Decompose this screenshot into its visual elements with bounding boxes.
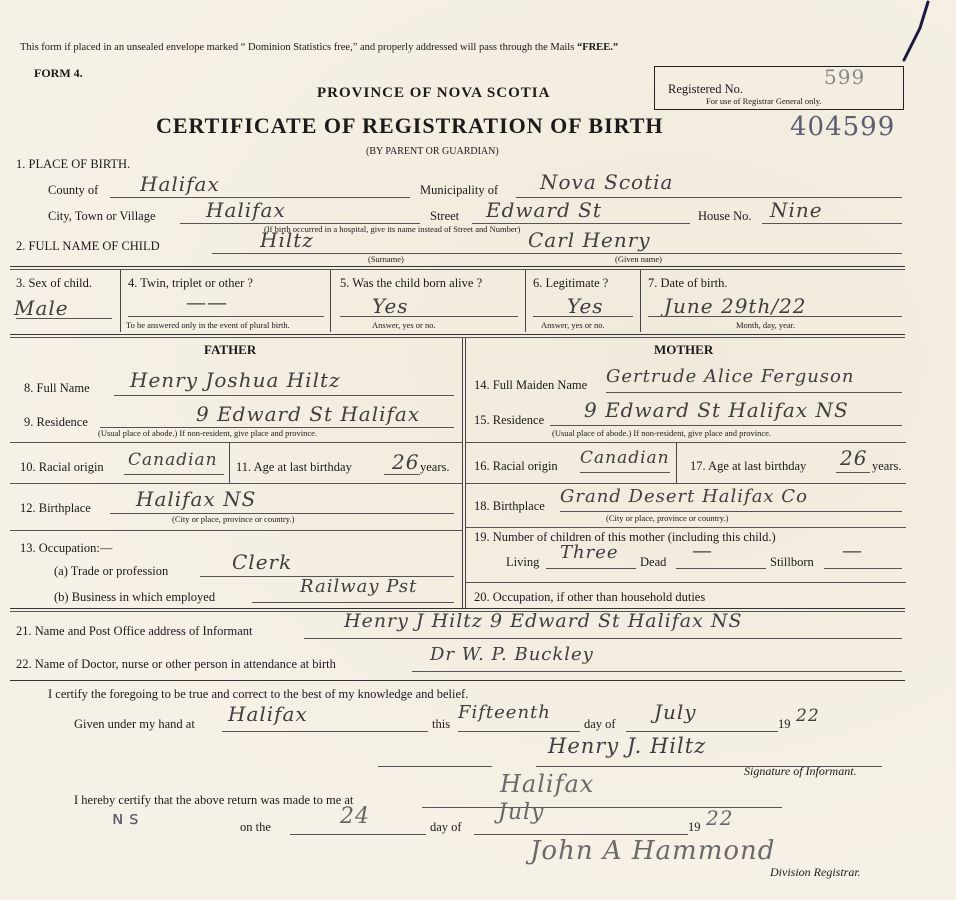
father-racial-value: Canadian [128,450,218,470]
day-of-label: day of [584,717,616,731]
child-name-line [212,253,902,254]
informant-label: 21. Name and Post Office address of Informant [16,624,253,638]
divider [525,270,526,332]
divider [676,443,677,483]
father-years-label: years. [420,460,450,474]
alive-line [340,316,518,317]
on-the-label: on the [240,820,271,834]
mother-birthplace-note: (City or place, province or country.) [606,513,729,523]
legitimate-line [533,316,633,317]
mother-years-label: years. [872,459,902,473]
twin-label: 4. Twin, triplet or other ? [128,276,253,290]
rule-parents-top-2 [10,337,905,338]
rule-informant-top [10,608,905,609]
father-residence-label: 9. Residence [24,415,88,429]
parents-divider [462,338,463,608]
divider [229,443,230,483]
doctor-label: 22. Name of Doctor, nurse or other person in attendance at birth [16,657,336,671]
father-name-label: 8. Full Name [24,381,90,395]
mother-birthplace-line [560,511,902,512]
mother-racial-value: Canadian [580,448,670,468]
dob-value: June 29th/22 [664,294,807,318]
mother-age-line [836,472,870,473]
this-line [458,731,580,732]
sex-line [16,318,112,319]
mother-heading: MOTHER [654,342,714,357]
rule [466,442,906,443]
mother-birthplace-value: Grand Desert Halifax Co [560,486,808,507]
registrar-day-label: day of [430,820,462,834]
father-name-value: Henry Joshua Hiltz [130,368,341,392]
mother-name-label: 14. Full Maiden Name [474,378,588,392]
father-business-line [252,602,454,603]
division-registrar-label: Division Registrar. [770,865,861,879]
father-name-line [114,395,454,396]
given-place-value: Halifax [228,702,308,726]
certify-statement: I certify the foregoing to be true and correct to the best of my knowledge and belief. [48,687,469,701]
blank-line [378,766,492,767]
dead-label: Dead [640,555,667,569]
father-business-value: Railway Pst [300,576,418,597]
child-surname-value: Hiltz [260,228,314,252]
stamp-number: 404599 [790,112,896,142]
given-note: (Given name) [615,254,662,264]
dob-line [648,316,902,317]
rule [466,483,906,484]
alive-note: Answer, yes or no. [372,320,436,330]
place-of-birth-heading: 1. PLACE OF BIRTH. [16,157,131,171]
dead-line [676,568,766,569]
province-heading: PROVINCE OF NOVA SCOTIA [317,85,551,101]
house-value: Nine [770,198,823,222]
rule-child-top-2 [10,269,905,270]
registrar-year-prefix: 19 [688,820,701,834]
rule [10,483,462,484]
child-name-label: 2. FULL NAME OF CHILD [16,239,160,253]
informant-signature: Henry J. Hiltz [548,734,707,758]
municipality-value: Nova Scotia [540,170,674,194]
mail-free-text: “FREE.” [576,42,619,53]
pencil-mark: ɴ ꜱ [112,808,139,829]
on-the-line [290,834,426,835]
rule [466,527,906,528]
registrar-signature: John A Hammond [530,836,776,866]
sex-value: Male [14,296,69,320]
father-birthplace-note: (City or place, province or country.) [172,514,295,524]
father-heading: FATHER [204,342,257,357]
on-the-value: 24 [340,804,370,829]
county-label: County of [48,183,99,197]
municipality-label: Municipality of [420,183,499,197]
form-number: FORM 4. [34,66,83,80]
dob-note: Month, day, year. [736,320,796,330]
doctor-line [412,671,902,672]
divider [640,270,641,332]
father-age-value: 26 [392,450,420,474]
rule-certify-top [10,680,905,681]
this-label: this [432,717,451,731]
doctor-value: Dr W. P. Buckley [430,644,594,665]
signature-informant-label: Signature of Informant. [744,764,857,778]
month-value: July [654,700,697,724]
year-prefix: 19 [778,717,791,731]
living-value: Three [560,542,619,563]
twin-value: —— [186,290,228,314]
mother-residence-label: 15. Residence [474,413,545,427]
informant-value: Henry J Hiltz 9 Edward St Halifax NS [344,610,743,632]
living-label: Living [506,555,540,569]
rule [466,582,906,583]
registrar-month-line [474,834,688,835]
pen-stroke-mark [880,0,940,70]
informant-line [304,638,902,639]
house-line [762,223,902,224]
surname-note: (Surname) [368,254,404,264]
rule [10,442,462,443]
hospital-note: (If birth occurred in a hospital, give its name instead of Street and Number) [264,224,521,234]
father-racial-line [124,474,224,475]
mother-occupation-label: 20. Occupation, if other than household duties [474,590,706,604]
father-trade-value: Clerk [232,550,293,574]
legitimate-note: Answer, yes or no. [541,320,605,330]
father-birthplace-label: 12. Birthplace [20,501,91,515]
certificate-title: CERTIFICATE OF REGISTRATION OF BIRTH [156,113,664,138]
this-value: Fifteenth [458,702,551,723]
registrar-place-value: Halifax [500,770,595,798]
stillborn-line [824,568,902,569]
legitimate-value: Yes [567,294,604,318]
city-value: Halifax [206,198,286,222]
year-value: 22 [796,706,820,726]
rule [10,530,462,531]
divider [120,270,121,332]
father-racial-label: 10. Racial origin [20,460,104,474]
mother-residence-note: (Usual place of abode.) If non-resident, give place and province. [552,428,772,438]
mail-notice [20,42,618,53]
certificate-subtitle: (BY PARENT OR GUARDIAN) [366,146,499,157]
street-label: Street [430,209,460,223]
street-line [472,223,690,224]
rule-child-top [10,266,905,267]
mother-birthplace-label: 18. Birthplace [474,499,545,513]
given-label: Given under my hand at [74,717,195,731]
mother-age-value: 26 [840,446,868,470]
registrar-year-value: 22 [706,806,734,830]
stillborn-label: Stillborn [770,555,814,569]
father-birthplace-value: Halifax NS [136,487,257,511]
alive-label: 5. Was the child born alive ? [340,276,483,290]
father-age-line [384,474,420,475]
month-line [626,731,778,732]
mail-notice-text: This form if placed in an unsealed envelope marked “ Dominion Statistics free,” and properly addressed will pass through the Mails [20,42,575,53]
parents-divider-2 [465,338,466,608]
given-line [222,731,428,732]
mother-age-label: 17. Age at last birthday [690,459,807,473]
mother-racial-line [580,472,670,473]
registered-label: Registered No. [668,82,743,96]
father-residence-note: (Usual place of abode.) If non-resident, give place and province. [98,428,318,438]
mother-name-line [606,392,902,393]
father-occupation-label: 13. Occupation:— [20,541,113,555]
mother-residence-value: 9 Edward St Halifax NS [584,398,849,422]
father-trade-label: (a) Trade or profession [54,564,169,578]
mother-children-label: 19. Number of children of this mother (including this child.) [474,530,776,544]
living-line [546,568,636,569]
county-value: Halifax [140,172,220,196]
father-business-label: (b) Business in which employed [54,590,216,604]
stillborn-value: — [842,538,863,562]
dead-value: — [692,538,713,562]
alive-value: Yes [372,294,409,318]
twin-line [128,316,324,317]
registrar-month-value: July [498,800,545,825]
sex-label: 3. Sex of child. [16,276,93,290]
mother-residence-line [550,425,902,426]
divider [330,270,331,332]
city-label: City, Town or Village [48,209,156,223]
twin-note: To be answered only in the event of plural birth. [126,320,290,330]
father-age-label: 11. Age at last birthday [236,460,352,474]
child-given-value: Carl Henry [528,228,651,252]
mother-racial-label: 16. Racial origin [474,459,558,473]
registered-note: For use of Registrar General only. [706,96,822,106]
house-label: House No. [698,209,752,223]
registered-value: 599 [824,65,866,89]
father-residence-value: 9 Edward St Halifax [196,402,421,426]
registrar-statement: I hereby certify that the above return was made to me at [74,793,354,807]
legitimate-label: 6. Legitimate ? [533,276,609,290]
rule-parents-top [10,334,905,335]
dob-label: 7. Date of birth. [648,276,728,290]
mother-name-value: Gertrude Alice Ferguson [606,366,855,387]
street-value: Edward St [486,198,602,222]
